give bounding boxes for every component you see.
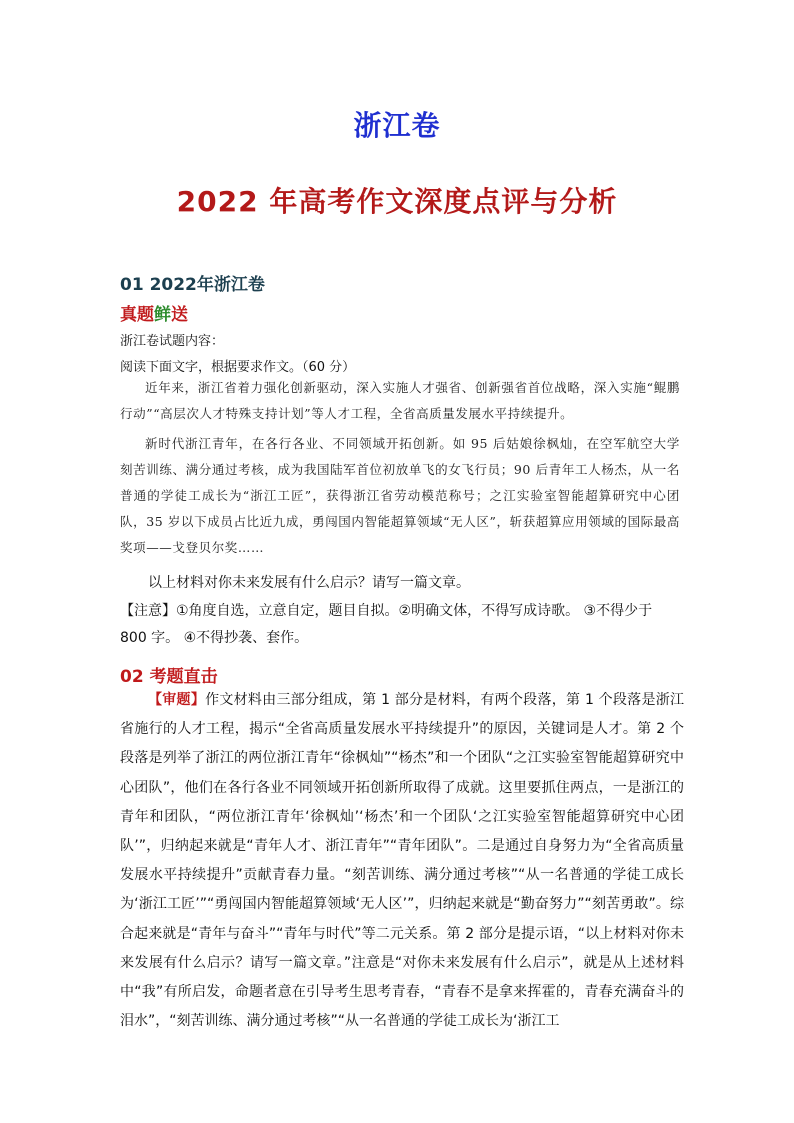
notice-text: ①角度自选，立意自定，题目自拟。②明确文体，不得写成诗歌。 ③不得少于 800 字。 ④不得抄袭、套作。 <box>120 603 653 646</box>
writing-prompt: 以上材料对你未来发展有什么启示？请写一篇文章。 <box>148 575 470 591</box>
analysis-paragraph <box>120 686 684 1036</box>
instruction-line: 阅读下面文字，根据要求作文。（60 分） <box>120 360 356 375</box>
section-1-subheading <box>120 300 188 325</box>
main-title: 2022 年高考作文深度点评与分析 <box>176 185 618 218</box>
material-paragraph-2: 新时代浙江青年，在各行各业、不同领域开拓创新。如 95 后姑娘徐枫灿，在空军航空大学刻苦训练、满分通过考核，成为我国陆军首位初放单飞的女飞行员；90 后青年工人杨杰，从一名普通的学徒工成长为“浙江工匠”，获得浙江省劳动模范称号；之江实验室智能超算研究中心团队，35 岁以下成员占比近九成，勇闯国内智能超算领域“无人区”，斩获超算应用领域的国际最高奖项——戈登贝尔奖…… <box>120 436 680 555</box>
subheading-part-a: 真题 <box>120 305 154 325</box>
material-paragraph-1: 近年来，浙江省着力强化创新驱动，深入实施人才强省、创新强省首位战略，深入实施“鲲鹏行动”“高层次人才特殊支持计划”等人才工程，全省高质量发展水平持续提升。 <box>120 380 680 421</box>
subheading-part-b: 鲜 <box>154 305 171 325</box>
analysis-tag: 【审题】 <box>148 692 206 708</box>
subheading-part-c: 送 <box>171 305 188 325</box>
notice-block <box>120 598 680 652</box>
section-2-heading <box>120 662 218 687</box>
section-2-number: 02 <box>120 667 144 687</box>
notice-tag: 【注意】 <box>120 603 176 619</box>
intro-line: 浙江卷试题内容： <box>120 334 225 349</box>
section-1-heading: 01 2022年浙江卷 <box>120 275 265 295</box>
section-2-title: 考题直击 <box>149 667 218 687</box>
analysis-text: 作文材料由三部分组成，第 1 部分是材料，有两个段落，第 1 个段落是浙江省施行的人才工程，揭示“全省高质量发展水平持续提升”的原因，关键词是人才。第 2 个段落是列举了浙江的两位浙江青年“徐枫灿”“杨杰”和一个团队“之江实验室智能超算研究中心团队”，他们在各行各业不同领域开拓创新所取得了成就。这里要抓住两点，一是浙江的青年和团队，“两位浙江青年‘徐枫灿’‘杨杰’和一个团队‘之江实验室智能超算研究中心团队’”，归纳起来就是“青年人才、浙江青年”“青年团队”。二是通过自身努力为“全省高质量发展水平持续提升”贡献青春力量。“刻苦训练、满分通过考核”“从一名普通的学徒工成长为‘浙江工匠’”“勇闯国内智能超算领域‘无人区’”，归纳起来就是“勤奋努力”“刻苦勇敢”。综合起来就是“青年与奋斗”“青年与时代”等二元关系。第 2 部分是提示语，“以上材料对你未来发展有什么启示？请写一篇文章。”注意是“对你未来发展有什么启示”，就是从上述材料中“我”有所启发，命题者意在引导考生思考青春，“青春不是拿来挥霍的，青春充满奋斗的泪水”，“刻苦训练、满分通过考核”“从一名普通的学徒工成长为‘浙江工 <box>120 692 684 1030</box>
province-title: 浙江卷 <box>353 109 441 142</box>
